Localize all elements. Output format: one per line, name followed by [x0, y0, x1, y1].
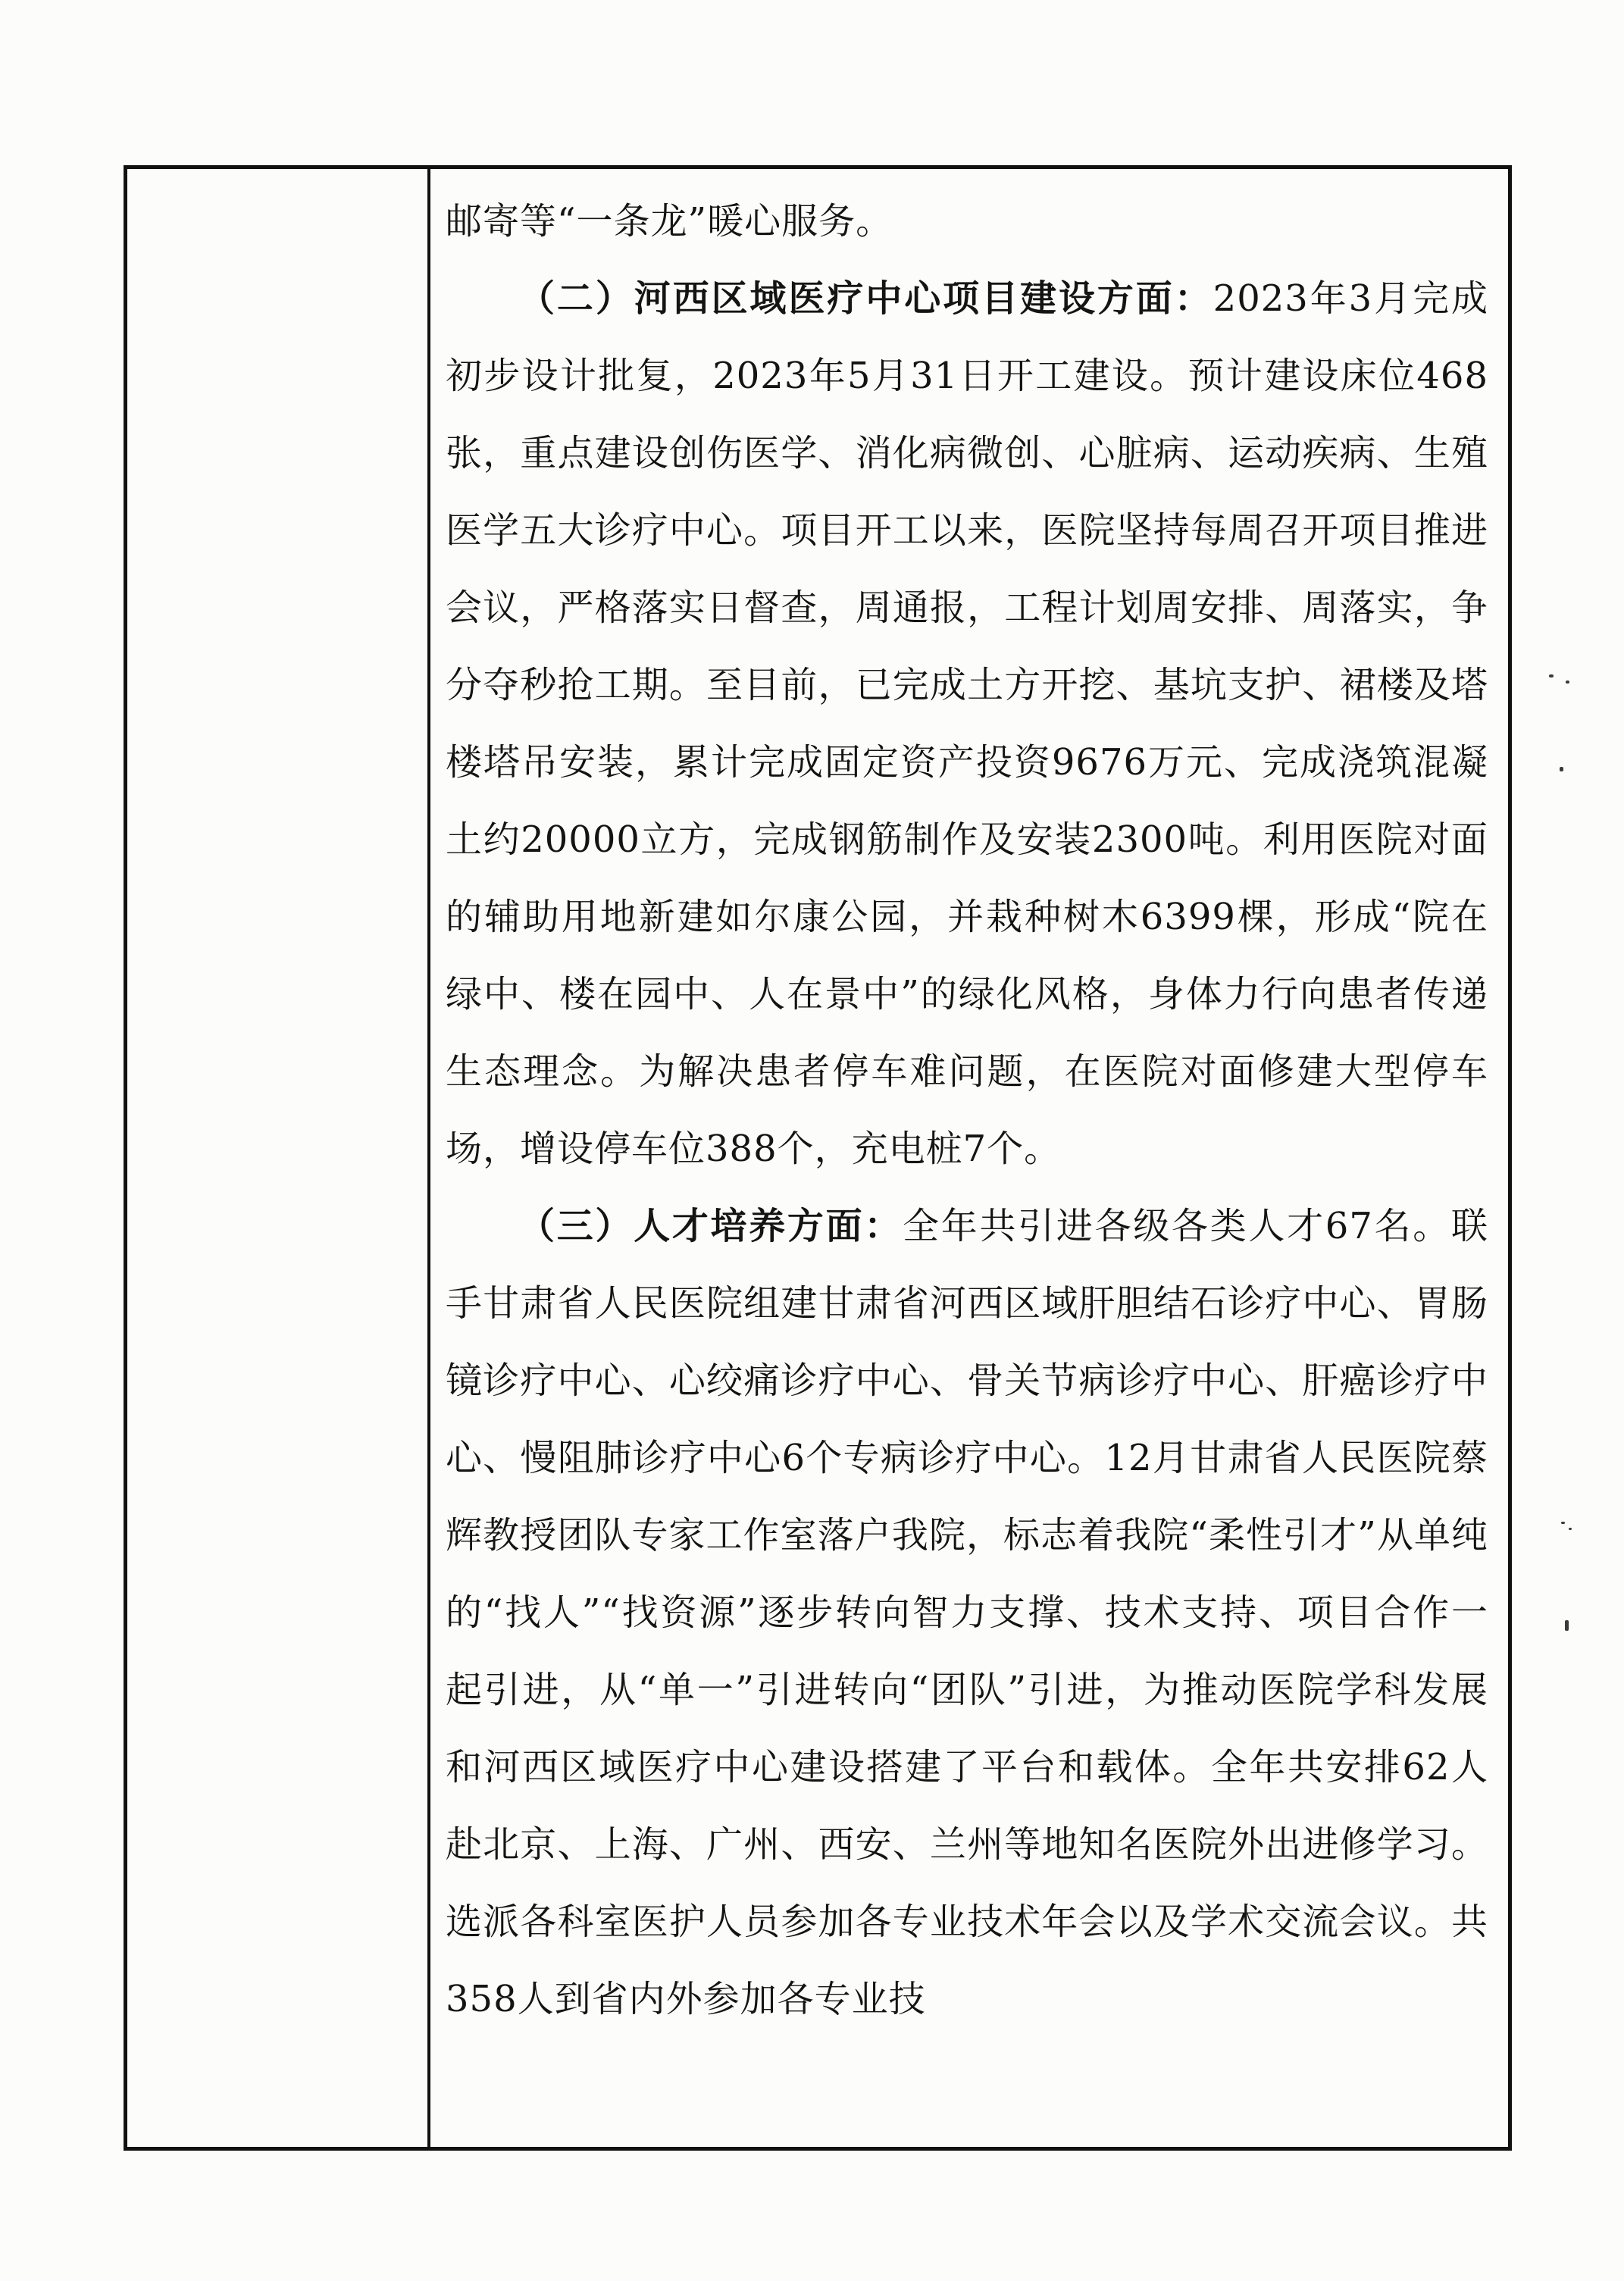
- table-content-cell: [430, 169, 1508, 2147]
- paragraph-construction: [446, 260, 1488, 1187]
- paragraph-text: 全年共引进各级各类人才67名。联手甘肃省人民医院组建甘肃省河西区域肝胆结石诊疗中心、胃肠镜诊疗中心、心绞痛诊疗中心、骨关节病诊疗中心、肝癌诊疗中心、慢阻肺诊疗中心6个专病诊疗中心。12月甘肃省人民医院蔡辉教授团队专家工作室落户我院，标志着我院“柔性引才”从单纯的“找人”“找资源”逐步转向智力支撑、技术支持、项目合作一起引进，从“单一”引进转向“团队”引进，为推动医院学科发展和河西区域医疗中心建设搭建了平台和载体。全年共安排62人赴北京、上海、广州、西安、兰州等地知名医院外出进修学习。选派各科室医护人员参加各专业技术年会以及学术交流会议。共358人到省内外参加各专业技: [446, 1205, 1488, 2020]
- scan-speck: [1561, 1522, 1565, 1524]
- paragraph-heading: （二）河西区域医疗中心项目建设方面：: [518, 277, 1213, 320]
- paragraph-intro-continuation: [446, 183, 1488, 260]
- table-label-cell: [127, 169, 430, 2147]
- paragraph-heading: （三）人才培养方面：: [518, 1205, 903, 1247]
- paragraph-talent: [446, 1187, 1488, 2038]
- scan-speck: [1560, 767, 1563, 771]
- scan-speck: [1566, 681, 1569, 684]
- scan-speck: [1569, 1528, 1572, 1530]
- paragraph-text: 2023年3月完成初步设计批复，2023年5月31日开工建设。预计建设床位468张，重点建设创伤医学、消化病微创、心脏病、运动疾病、生殖医学五大诊疗中心。项目开工以来，医院坚持每周召开项目推进会议，严格落实日督查，周通报，工程计划周安排、周落实，争分夺秒抢工期。至目前，已完成土方开挖、基坑支护、裙楼及塔楼塔吊安装，累计完成固定资产投资9676万元、完成浇筑混凝土约20000立方，完成钢筋制作及安装2300吨。利用医院对面的辅助用地新建如尔康公园，并栽种树木6399棵，形成“院在绿中、楼在园中、人在景中”的绿化风格，身体力行向患者传递生态理念。为解决患者停车难问题，在医院对面修建大型停车场，增设停车位388个，充电桩7个。: [446, 277, 1488, 1170]
- report-table: [124, 165, 1512, 2151]
- paragraph-text: 邮寄等“一条龙”暖心服务。: [446, 200, 893, 242]
- scan-speck: [1549, 674, 1554, 677]
- scan-speck: [1565, 1620, 1569, 1631]
